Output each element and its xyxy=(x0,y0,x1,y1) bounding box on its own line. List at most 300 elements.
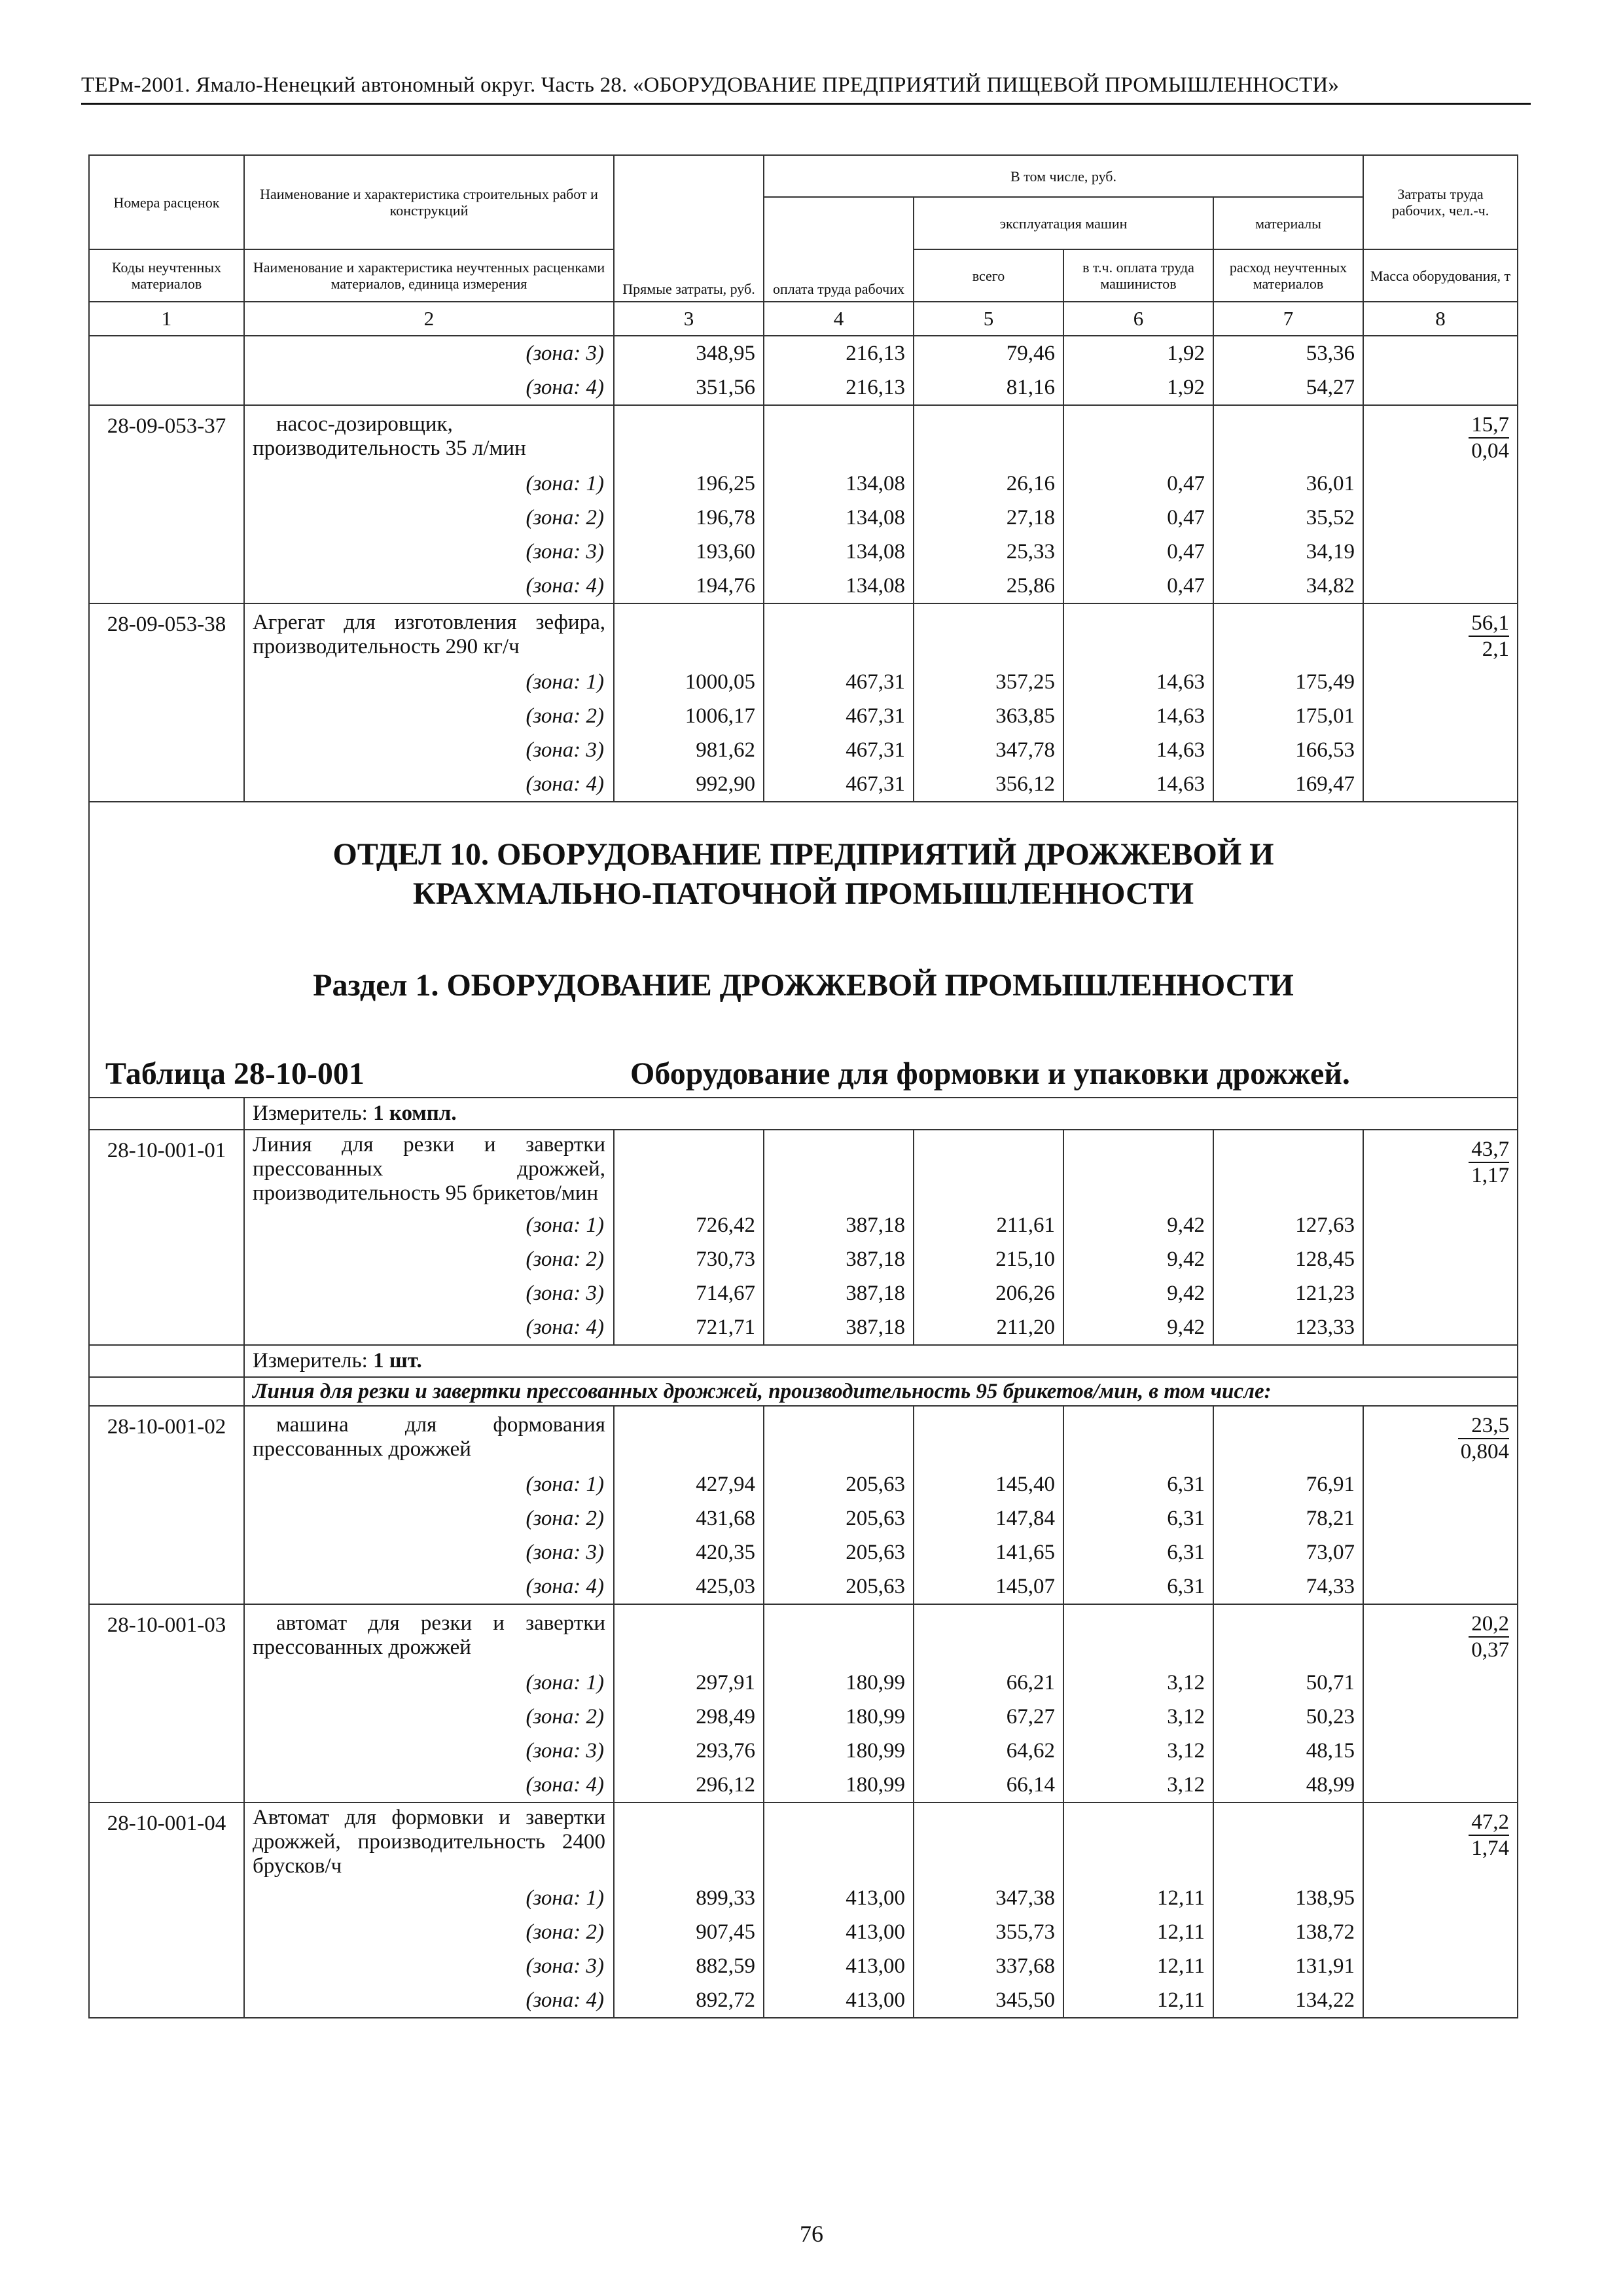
code-cell-empty xyxy=(89,1666,244,1700)
mass-cell-empty xyxy=(1363,1983,1518,2018)
item-code: 28-09-053-38 xyxy=(89,603,244,665)
price-value: 205,63 xyxy=(764,1570,914,1604)
mass-cell-empty xyxy=(1363,1535,1518,1570)
price-value: 123,33 xyxy=(1213,1310,1363,1345)
mass-cell-empty xyxy=(1363,699,1518,733)
code-cell-empty xyxy=(89,569,244,603)
mass-cell-empty xyxy=(1363,501,1518,535)
col-header-name: Наименование и характеристика строительных работ и конструкций xyxy=(244,155,614,249)
mass-cell-empty xyxy=(1363,467,1518,501)
code-cell-empty xyxy=(89,699,244,733)
fraction xyxy=(1469,1611,1509,1662)
price-value: 9,42 xyxy=(1063,1310,1213,1345)
mass-cell-empty xyxy=(1363,1570,1518,1604)
mass-cell-empty xyxy=(1363,1467,1518,1501)
price-value: 355,73 xyxy=(914,1915,1063,1949)
price-value: 0,47 xyxy=(1063,501,1213,535)
empty-cell xyxy=(1063,405,1213,467)
price-value: 337,68 xyxy=(914,1949,1063,1983)
price-value: 175,01 xyxy=(1213,699,1363,733)
code-cell-empty xyxy=(89,501,244,535)
col-number: 3 xyxy=(614,302,764,336)
table-title-row xyxy=(90,1045,1517,1097)
mass-cell-empty xyxy=(1363,1276,1518,1310)
price-value: 27,18 xyxy=(914,501,1063,535)
col-header-machines: эксплуатация машин xyxy=(914,197,1213,249)
price-value: 0,47 xyxy=(1063,569,1213,603)
empty-cell xyxy=(914,1604,1063,1666)
item-name: насос-дозировщик, производительность 35 л/мин xyxy=(244,405,614,467)
code-cell-empty xyxy=(89,1276,244,1310)
item-name: машина для формования прессованных дрожжей xyxy=(244,1406,614,1467)
measure-label: Измеритель: xyxy=(253,1349,368,1372)
zone-label: (зона: 3) xyxy=(244,733,614,767)
price-value: 12,11 xyxy=(1063,1915,1213,1949)
price-value: 3,12 xyxy=(1063,1700,1213,1734)
zone-row xyxy=(89,535,1518,569)
zone-row xyxy=(89,1666,1518,1700)
col-header-mat-name: Наименование и характеристика неучтенных расценками материалов, единица измерения xyxy=(244,249,614,302)
price-value: 6,31 xyxy=(1063,1467,1213,1501)
price-value: 347,38 xyxy=(914,1881,1063,1915)
page-number: 76 xyxy=(800,2221,823,2247)
measure-row xyxy=(89,1098,1518,1130)
empty-cell xyxy=(1213,1406,1363,1467)
zone-label: (зона: 2) xyxy=(244,1700,614,1734)
price-value: 12,11 xyxy=(1063,1983,1213,2018)
price-value: 1000,05 xyxy=(614,665,764,699)
price-value: 205,63 xyxy=(764,1467,914,1501)
empty-cell xyxy=(764,1406,914,1467)
price-value: 205,63 xyxy=(764,1501,914,1535)
labor-mass-fraction xyxy=(1363,603,1518,665)
price-value: 131,91 xyxy=(1213,1949,1363,1983)
department-title: ОТДЕЛ 10. ОБОРУДОВАНИЕ ПРЕДПРИЯТИЙ ДРОЖЖЕВОЙ И КРАХМАЛЬНО-ПАТОЧНОЙ ПРОМЫШЛЕННОСТИ xyxy=(332,837,1274,911)
price-value: 12,11 xyxy=(1063,1949,1213,1983)
col-number: 4 xyxy=(764,302,914,336)
fraction xyxy=(1469,412,1509,463)
empty-cell xyxy=(1063,1604,1213,1666)
code-cell-empty xyxy=(89,1310,244,1345)
zone-label: (зона: 4) xyxy=(244,1310,614,1345)
zone-label: (зона: 2) xyxy=(244,501,614,535)
code-cell-empty xyxy=(89,1467,244,1501)
price-value: 420,35 xyxy=(614,1535,764,1570)
price-value: 467,31 xyxy=(764,665,914,699)
empty-cell xyxy=(614,1406,764,1467)
mass-cell-empty xyxy=(1363,1881,1518,1915)
labor-mass-fraction xyxy=(1363,1604,1518,1666)
code-cell-empty xyxy=(89,370,244,405)
table-number: Таблица 28-10-001 xyxy=(105,1056,365,1091)
price-value: 413,00 xyxy=(764,1881,914,1915)
group-row xyxy=(89,1377,1518,1406)
item-row xyxy=(89,1803,1518,1881)
empty-cell xyxy=(764,603,914,665)
mass-cell-empty xyxy=(1363,1666,1518,1700)
price-value: 413,00 xyxy=(764,1983,914,2018)
price-value: 74,33 xyxy=(1213,1570,1363,1604)
price-value: 54,27 xyxy=(1213,370,1363,405)
price-value: 0,47 xyxy=(1063,535,1213,569)
fraction xyxy=(1469,1810,1509,1861)
zone-row xyxy=(89,370,1518,405)
price-value: 14,63 xyxy=(1063,665,1213,699)
mass-cell-empty xyxy=(1363,733,1518,767)
zone-row xyxy=(89,1734,1518,1768)
code-cell-empty xyxy=(89,467,244,501)
price-value: 194,76 xyxy=(614,569,764,603)
price-value: 413,00 xyxy=(764,1949,914,1983)
zone-label: (зона: 4) xyxy=(244,1768,614,1803)
zone-label: (зона: 1) xyxy=(244,1208,614,1242)
zone-label: (зона: 1) xyxy=(244,665,614,699)
labor-value: 20,2 xyxy=(1469,1611,1509,1638)
price-value: 180,99 xyxy=(764,1666,914,1700)
price-value: 14,63 xyxy=(1063,733,1213,767)
zone-label: (зона: 1) xyxy=(244,1666,614,1700)
price-value: 79,46 xyxy=(914,336,1063,370)
price-value: 128,45 xyxy=(1213,1242,1363,1276)
zone-label: (зона: 3) xyxy=(244,1535,614,1570)
price-value: 9,42 xyxy=(1063,1242,1213,1276)
labor-value: 15,7 xyxy=(1469,412,1509,439)
zone-row xyxy=(89,699,1518,733)
zone-label: (зона: 3) xyxy=(244,336,614,370)
price-value: 48,99 xyxy=(1213,1768,1363,1803)
price-value: 467,31 xyxy=(764,733,914,767)
empty-cell xyxy=(764,1803,914,1881)
measure-label: Измеритель: xyxy=(253,1102,368,1125)
mass-cell-empty xyxy=(1363,535,1518,569)
page-header: ТЕРм-2001. Ямало-Ненецкий автономный округ. Часть 28. «ОБОРУДОВАНИЕ ПРЕДПРИЯТИЙ ПИЩЕВОЙ ПРОМЫШЛЕННОСТИ» xyxy=(81,73,1531,105)
price-value: 134,08 xyxy=(764,467,914,501)
price-value: 196,78 xyxy=(614,501,764,535)
measure-cell xyxy=(244,1098,1518,1130)
mass-cell-empty xyxy=(1363,1310,1518,1345)
price-value: 196,25 xyxy=(614,467,764,501)
price-value: 81,16 xyxy=(914,370,1063,405)
zone-row xyxy=(89,1242,1518,1276)
item-code: 28-10-001-02 xyxy=(89,1406,244,1467)
empty-cell xyxy=(764,1130,914,1208)
zone-row xyxy=(89,501,1518,535)
price-value: 3,12 xyxy=(1063,1768,1213,1803)
zone-label: (зона: 2) xyxy=(244,1915,614,1949)
mass-value: 1,74 xyxy=(1471,1837,1510,1860)
empty-cell xyxy=(89,1098,244,1130)
col-header-materials: материалы xyxy=(1213,197,1363,249)
code-cell-empty xyxy=(89,1242,244,1276)
empty-cell xyxy=(1063,1406,1213,1467)
price-value: 216,13 xyxy=(764,336,914,370)
col-number: 1 xyxy=(89,302,244,336)
zone-label: (зона: 4) xyxy=(244,1983,614,2018)
empty-cell xyxy=(1063,1803,1213,1881)
zone-row xyxy=(89,1501,1518,1535)
price-value: 138,72 xyxy=(1213,1915,1363,1949)
price-value: 726,42 xyxy=(614,1208,764,1242)
mass-cell-empty xyxy=(1363,336,1518,370)
empty-cell xyxy=(614,1803,764,1881)
mass-value: 0,37 xyxy=(1471,1638,1510,1662)
item-code: 28-10-001-03 xyxy=(89,1604,244,1666)
col-header-direct: Прямые затраты, руб. xyxy=(614,155,764,302)
price-value: 9,42 xyxy=(1063,1276,1213,1310)
price-value: 387,18 xyxy=(764,1242,914,1276)
price-value: 363,85 xyxy=(914,699,1063,733)
mass-value: 0,04 xyxy=(1471,439,1510,463)
price-value: 25,33 xyxy=(914,535,1063,569)
zone-row xyxy=(89,1881,1518,1915)
table-title: Оборудование для формовки и упаковки дрожжей. xyxy=(630,1056,1350,1091)
item-code: 28-10-001-01 xyxy=(89,1130,244,1208)
empty-cell xyxy=(614,1604,764,1666)
empty-cell xyxy=(914,1130,1063,1208)
price-value: 127,63 xyxy=(1213,1208,1363,1242)
price-value: 73,07 xyxy=(1213,1535,1363,1570)
price-value: 882,59 xyxy=(614,1949,764,1983)
measure-cell xyxy=(244,1345,1518,1377)
price-value: 721,71 xyxy=(614,1310,764,1345)
price-value: 141,65 xyxy=(914,1535,1063,1570)
zone-label: (зона: 4) xyxy=(244,767,614,802)
code-cell-empty xyxy=(89,1949,244,1983)
price-value: 206,26 xyxy=(914,1276,1063,1310)
price-value: 1,92 xyxy=(1063,370,1213,405)
price-value: 134,08 xyxy=(764,569,914,603)
zone-label: (зона: 3) xyxy=(244,1734,614,1768)
price-value: 134,08 xyxy=(764,501,914,535)
zone-label: (зона: 3) xyxy=(244,1949,614,1983)
price-value: 121,23 xyxy=(1213,1276,1363,1310)
item-row xyxy=(89,603,1518,665)
zone-row xyxy=(89,1467,1518,1501)
code-cell-empty xyxy=(89,1700,244,1734)
price-value: 215,10 xyxy=(914,1242,1063,1276)
mass-cell-empty xyxy=(1363,1242,1518,1276)
price-value: 6,31 xyxy=(1063,1535,1213,1570)
price-value: 296,12 xyxy=(614,1768,764,1803)
price-value: 6,31 xyxy=(1063,1501,1213,1535)
price-value: 714,67 xyxy=(614,1276,764,1310)
measure-row xyxy=(89,1345,1518,1377)
price-value: 34,19 xyxy=(1213,535,1363,569)
mass-value: 1,17 xyxy=(1471,1164,1510,1187)
col-header-wages: оплата труда рабочих xyxy=(764,197,914,302)
empty-cell xyxy=(1213,1604,1363,1666)
empty-cell xyxy=(89,1345,244,1377)
code-cell-empty xyxy=(89,1881,244,1915)
labor-mass-fraction xyxy=(1363,1803,1518,1881)
empty-cell xyxy=(914,1803,1063,1881)
measure-unit: 1 компл. xyxy=(373,1102,457,1125)
zone-label: (зона: 2) xyxy=(244,1501,614,1535)
price-value: 427,94 xyxy=(614,1467,764,1501)
empty-cell xyxy=(764,405,914,467)
col-number: 5 xyxy=(914,302,1063,336)
code-cell-empty xyxy=(89,1208,244,1242)
price-value: 50,71 xyxy=(1213,1666,1363,1700)
price-value: 36,01 xyxy=(1213,467,1363,501)
col-header-labor: Затраты труда рабочих, чел.-ч. xyxy=(1363,155,1518,249)
fraction xyxy=(1469,1137,1509,1188)
code-cell-empty xyxy=(89,1501,244,1535)
col-header-mat-codes: Коды неучтенных материалов xyxy=(89,249,244,302)
code-cell-empty xyxy=(89,1983,244,2018)
price-value: 166,53 xyxy=(1213,733,1363,767)
item-name: Агрегат для изготовления зефира, производительность 290 кг/ч xyxy=(244,603,614,665)
code-cell-empty xyxy=(89,1570,244,1604)
empty-cell xyxy=(1213,405,1363,467)
mass-cell-empty xyxy=(1363,370,1518,405)
price-value: 145,40 xyxy=(914,1467,1063,1501)
empty-cell xyxy=(614,1130,764,1208)
mass-cell-empty xyxy=(1363,1768,1518,1803)
section-row xyxy=(89,802,1518,1098)
col-header-group: В том числе, руб. xyxy=(764,155,1363,197)
empty-cell xyxy=(1213,1130,1363,1208)
item-row xyxy=(89,1604,1518,1666)
price-value: 14,63 xyxy=(1063,767,1213,802)
empty-cell xyxy=(914,405,1063,467)
price-value: 730,73 xyxy=(614,1242,764,1276)
price-value: 0,47 xyxy=(1063,467,1213,501)
price-value: 347,78 xyxy=(914,733,1063,767)
price-value: 48,15 xyxy=(1213,1734,1363,1768)
item-row xyxy=(89,405,1518,467)
zone-row xyxy=(89,1983,1518,2018)
item-code: 28-09-053-37 xyxy=(89,405,244,467)
zone-row xyxy=(89,1535,1518,1570)
price-value: 216,13 xyxy=(764,370,914,405)
price-value: 899,33 xyxy=(614,1881,764,1915)
mass-cell-empty xyxy=(1363,569,1518,603)
item-code: 28-10-001-04 xyxy=(89,1803,244,1881)
price-value: 387,18 xyxy=(764,1208,914,1242)
price-value: 425,03 xyxy=(614,1570,764,1604)
price-value: 1006,17 xyxy=(614,699,764,733)
price-value: 14,63 xyxy=(1063,699,1213,733)
zone-row xyxy=(89,1208,1518,1242)
code-cell-empty xyxy=(89,535,244,569)
labor-value: 56,1 xyxy=(1469,611,1509,637)
labor-mass-fraction xyxy=(1363,405,1518,467)
price-value: 413,00 xyxy=(764,1915,914,1949)
empty-cell xyxy=(1063,603,1213,665)
price-value: 467,31 xyxy=(764,699,914,733)
fraction xyxy=(1458,1413,1509,1464)
price-value: 66,14 xyxy=(914,1768,1063,1803)
header-numbers-row xyxy=(89,302,1518,336)
price-value: 297,91 xyxy=(614,1666,764,1700)
empty-cell xyxy=(1063,1130,1213,1208)
price-value: 180,99 xyxy=(764,1700,914,1734)
empty-cell xyxy=(614,603,764,665)
price-value: 34,82 xyxy=(1213,569,1363,603)
labor-mass-fraction xyxy=(1363,1406,1518,1467)
code-cell-empty xyxy=(89,733,244,767)
price-value: 298,49 xyxy=(614,1700,764,1734)
col-header-mass: Масса оборудования, т xyxy=(1363,249,1518,302)
price-table xyxy=(88,154,1518,2018)
price-value: 3,12 xyxy=(1063,1666,1213,1700)
col-header-total: всего xyxy=(914,249,1063,302)
price-value: 145,07 xyxy=(914,1570,1063,1604)
mass-cell-empty xyxy=(1363,767,1518,802)
item-name: автомат для резки и завертки прессованных дрожжей xyxy=(244,1604,614,1666)
col-number: 6 xyxy=(1063,302,1213,336)
group-description: Линия для резки и завертки прессованных дрожжей, производительность 95 брикетов/мин, в том числе: xyxy=(244,1377,1518,1406)
empty-cell xyxy=(1213,603,1363,665)
zone-label: (зона: 4) xyxy=(244,370,614,405)
zone-label: (зона: 3) xyxy=(244,1276,614,1310)
empty-cell xyxy=(914,1406,1063,1467)
price-value: 12,11 xyxy=(1063,1881,1213,1915)
price-value: 78,21 xyxy=(1213,1501,1363,1535)
section-cell xyxy=(89,802,1518,1098)
mass-value: 0,804 xyxy=(1460,1440,1510,1463)
subsection-title: Раздел 1. ОБОРУДОВАНИЕ ДРОЖЖЕВОЙ ПРОМЫШЛЕННОСТИ xyxy=(313,968,1294,1003)
mass-cell-empty xyxy=(1363,1700,1518,1734)
price-value: 345,50 xyxy=(914,1983,1063,2018)
price-value: 431,68 xyxy=(614,1501,764,1535)
code-cell-empty xyxy=(89,1768,244,1803)
col-header-machinist: в т.ч. оплата труда машинистов xyxy=(1063,249,1213,302)
mass-cell-empty xyxy=(1363,1915,1518,1949)
empty-cell xyxy=(614,405,764,467)
price-value: 35,52 xyxy=(1213,501,1363,535)
mass-value: 2,1 xyxy=(1482,637,1510,661)
zone-row xyxy=(89,665,1518,699)
price-value: 387,18 xyxy=(764,1310,914,1345)
price-value: 193,60 xyxy=(614,535,764,569)
price-value: 64,62 xyxy=(914,1734,1063,1768)
item-name: Линия для резки и завертки прессованных дрожжей, производительность 95 брикетов/мин xyxy=(244,1130,614,1208)
item-name: Автомат для формовки и завертки дрожжей, производительность 2400 брусков/ч xyxy=(244,1803,614,1881)
empty-cell xyxy=(914,603,1063,665)
price-value: 134,08 xyxy=(764,535,914,569)
zone-row xyxy=(89,1310,1518,1345)
price-value: 138,95 xyxy=(1213,1881,1363,1915)
labor-value: 43,7 xyxy=(1469,1137,1509,1163)
price-value: 25,86 xyxy=(914,569,1063,603)
price-value: 357,25 xyxy=(914,665,1063,699)
item-row xyxy=(89,1406,1518,1467)
price-value: 26,16 xyxy=(914,467,1063,501)
item-row xyxy=(89,1130,1518,1208)
zone-label: (зона: 2) xyxy=(244,699,614,733)
labor-value: 23,5 xyxy=(1458,1413,1509,1439)
price-value: 907,45 xyxy=(614,1915,764,1949)
zone-row xyxy=(89,1570,1518,1604)
code-cell-empty xyxy=(89,1535,244,1570)
price-value: 205,63 xyxy=(764,1535,914,1570)
price-value: 76,91 xyxy=(1213,1467,1363,1501)
price-value: 1,92 xyxy=(1063,336,1213,370)
code-cell-empty xyxy=(89,336,244,370)
mass-cell-empty xyxy=(1363,1734,1518,1768)
zone-label: (зона: 4) xyxy=(244,1570,614,1604)
col-header-unaccounted: расход неучтенных материалов xyxy=(1213,249,1363,302)
fraction xyxy=(1469,611,1509,662)
code-cell-empty xyxy=(89,767,244,802)
zone-row xyxy=(89,467,1518,501)
zone-row xyxy=(89,569,1518,603)
zone-row xyxy=(89,1915,1518,1949)
mass-cell-empty xyxy=(1363,1949,1518,1983)
empty-cell xyxy=(764,1604,914,1666)
